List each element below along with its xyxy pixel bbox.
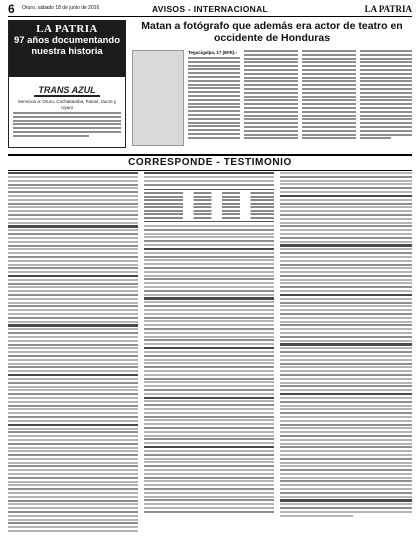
promo-subtitle-2: nuestra historia [31, 46, 103, 57]
newspaper-brand: LA PATRIA [364, 4, 412, 14]
article-headline: Matan a fotógrafo que además era actor de teatro en occidente de Honduras [141, 20, 403, 44]
article-body [132, 50, 412, 146]
promo-banner [9, 21, 125, 77]
promo-box [8, 20, 126, 148]
article-column-4 [360, 50, 412, 146]
legal-column-2 [144, 172, 274, 540]
company-info: Servicios a: Oruro, Cochabamba, Potosí, Sucre y Uyuni [17, 99, 117, 110]
data-table [144, 189, 274, 223]
legal-column-3 [280, 172, 412, 540]
promo-subtitle-1: 97 años documentando [13, 35, 121, 46]
news-article [132, 20, 412, 148]
page-number: 6 [8, 2, 15, 16]
article-dateline: Tegucigalpa, 17 (EFE).- [188, 50, 238, 55]
page-header [8, 4, 412, 17]
legal-column-1 [8, 172, 138, 540]
section-banner: CORRESPONDE - TESTIMONIO [8, 154, 412, 171]
advert [9, 80, 125, 137]
article-column-1 [188, 50, 240, 146]
article-column-2 [244, 50, 298, 146]
issue-date: Oruro, sábado 18 de junio de 2016 [22, 5, 100, 11]
article-column-3 [302, 50, 356, 146]
promo-title: LA PATRIA [36, 23, 98, 35]
newspaper-page [8, 4, 412, 542]
section-title: AVISOS - INTERNACIONAL [152, 4, 268, 14]
legal-notice [8, 172, 412, 540]
article-photo [132, 50, 184, 146]
advert-fineprint [9, 112, 125, 137]
company-logo: TRANS AZUL [34, 85, 99, 97]
